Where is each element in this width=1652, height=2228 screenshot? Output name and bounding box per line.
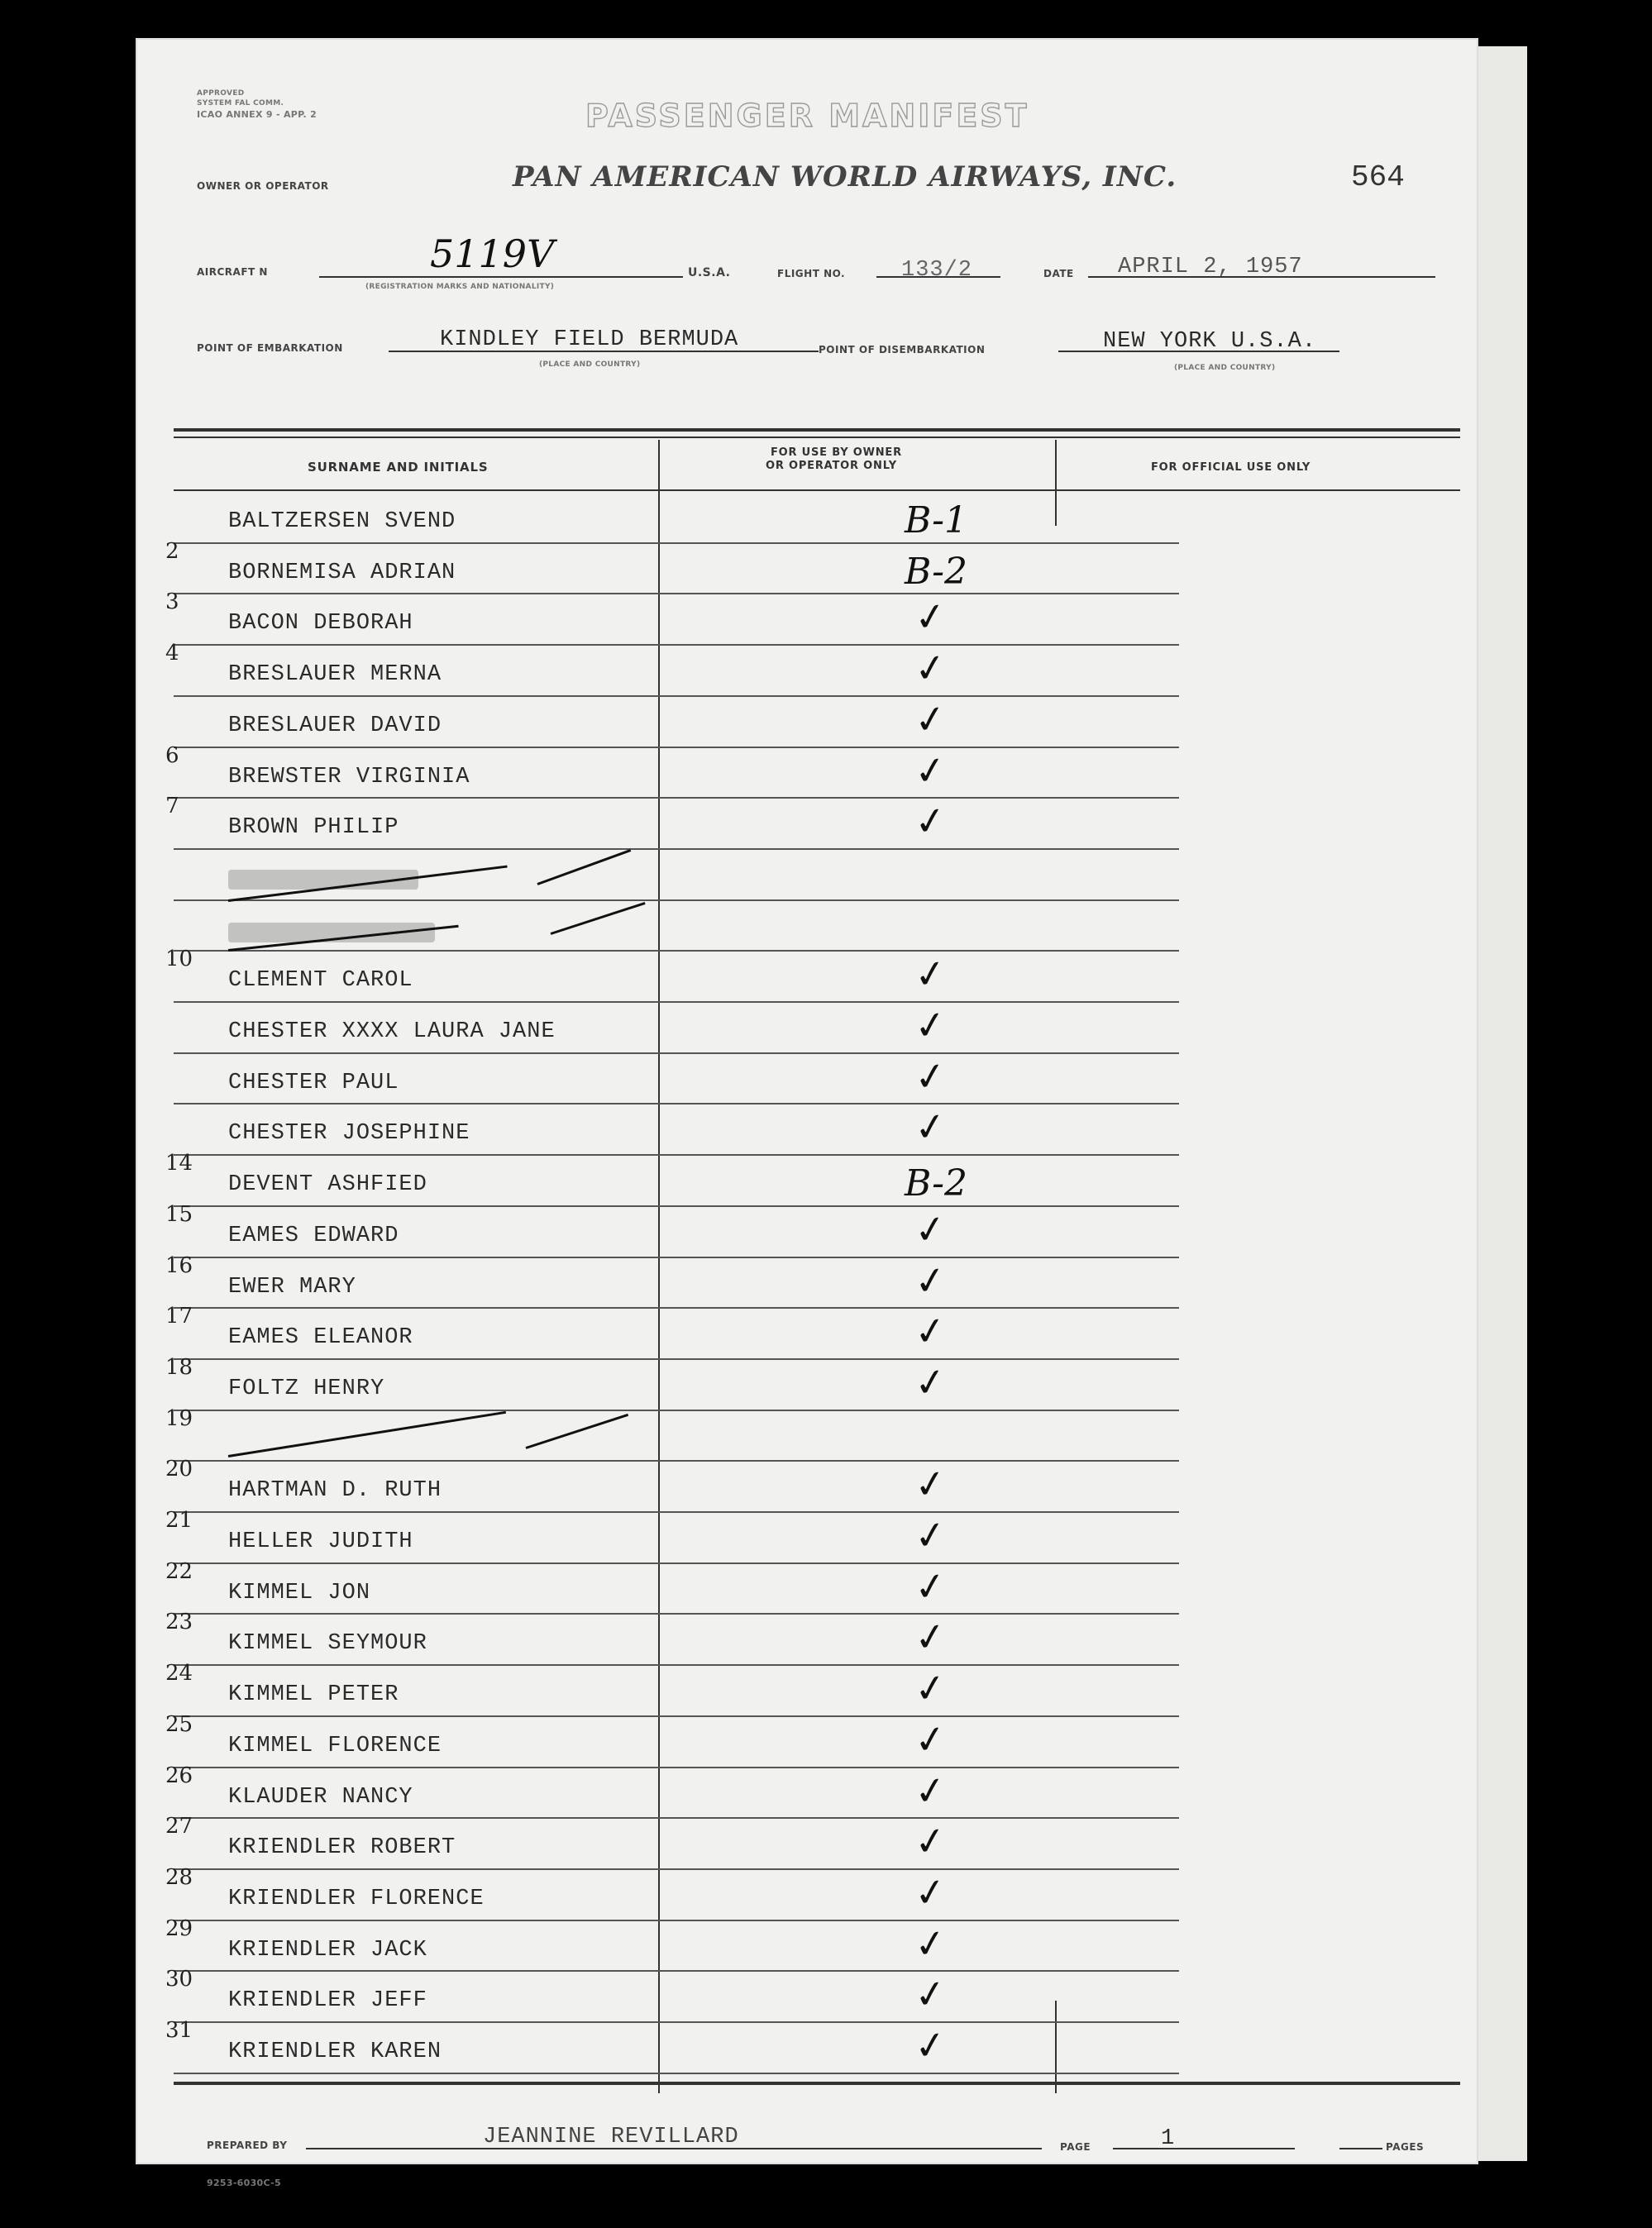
check-mark-icon: ✓ [911, 1459, 950, 1509]
passenger-name: BRESLAUER MERNA [228, 662, 442, 687]
table-top-rule-2 [174, 437, 1460, 438]
row-number: 4 [165, 641, 179, 666]
row-number: 27 [165, 1814, 193, 1839]
row-line [174, 1205, 1179, 1207]
page-value: 1 [1161, 2126, 1176, 2151]
passenger-name: BREWSTER VIRGINIA [228, 765, 470, 790]
column-divider-2-lower [1055, 2001, 1057, 2093]
row-line [174, 1358, 1179, 1360]
row-line [174, 1715, 1179, 1717]
row-line [174, 593, 1179, 594]
column-owner-use-2: OR OPERATOR ONLY [766, 460, 897, 472]
table-top-rule [174, 428, 1460, 432]
embark-label: POINT OF EMBARKATION [197, 342, 343, 354]
passenger-name: BACON DEBORAH [228, 611, 413, 636]
passenger-name: BORNEMISA ADRIAN [228, 561, 456, 585]
seat-mark: B-2 [905, 1162, 968, 1205]
check-mark-icon: ✓ [911, 1715, 950, 1764]
flight-value: 133/2 [901, 258, 973, 283]
operator-name: PAN AMERICAN WORLD AIRWAYS, INC. [513, 160, 1177, 193]
check-mark-icon: ✓ [911, 1562, 950, 1611]
row-number: 14 [165, 1151, 193, 1176]
row-line [174, 1767, 1179, 1768]
row-number: 28 [165, 1865, 193, 1890]
row-number: 10 [165, 947, 193, 971]
check-mark-icon: ✓ [911, 1510, 950, 1560]
check-mark-icon: ✓ [911, 1816, 950, 1866]
row-line [174, 1103, 1179, 1104]
seat-mark: B-2 [905, 551, 968, 593]
usa-label: U.S.A. [688, 266, 731, 279]
passenger-name: CHESTER JOSEPHINE [228, 1121, 470, 1146]
passenger-name: KIMMEL SEYMOUR [228, 1631, 427, 1656]
check-mark-icon: ✓ [911, 1306, 950, 1356]
row-number: 29 [165, 1916, 193, 1941]
row-number: 7 [165, 794, 179, 818]
check-mark-icon: ✓ [911, 1256, 950, 1305]
passenger-name: KIMMEL JON [228, 1581, 371, 1605]
row-line [174, 1410, 1179, 1411]
check-mark-icon: ✓ [911, 592, 950, 642]
system-stamp: SYSTEM FAL COMM. [197, 99, 284, 107]
check-mark-icon: ✓ [911, 1969, 950, 2019]
approved-stamp: APPROVED [197, 89, 245, 98]
page-label: PAGE [1060, 2141, 1091, 2153]
check-mark-icon: ✓ [911, 1663, 950, 1713]
row-line [174, 848, 1179, 850]
row-line [174, 644, 1179, 646]
check-mark-icon: ✓ [911, 1000, 950, 1050]
disembark-sublabel: (PLACE AND COUNTRY) [1174, 364, 1276, 372]
row-number: 21 [165, 1508, 193, 1533]
passenger-name: EAMES EDWARD [228, 1224, 399, 1248]
check-mark-icon: ✓ [911, 1102, 950, 1152]
row-number: 24 [165, 1661, 193, 1686]
row-number: 22 [165, 1559, 193, 1584]
column-surname: SURNAME AND INITIALS [308, 460, 489, 475]
row-line [174, 1052, 1179, 1054]
row-line [174, 1920, 1179, 1921]
row-line [174, 797, 1179, 799]
form-number: 9253-6030C-5 [207, 2178, 281, 2188]
passenger-name: HARTMAN D. RUTH [228, 1478, 442, 1503]
row-number: 20 [165, 1457, 193, 1481]
passenger-name: KRIENDLER ROBERT [228, 1835, 456, 1860]
row-line [174, 1001, 1179, 1003]
row-number: 25 [165, 1712, 193, 1737]
row-number: 15 [165, 1202, 193, 1227]
row-line [174, 747, 1179, 748]
row-number: 18 [165, 1355, 193, 1380]
row-line [174, 1613, 1179, 1615]
passenger-name: BROWN PHILIP [228, 815, 399, 840]
owner-label: OWNER OR OPERATOR [197, 180, 329, 192]
check-mark-icon: ✓ [911, 746, 950, 795]
row-line [174, 1257, 1179, 1258]
paper-edge [1470, 46, 1527, 2161]
row-number: 6 [165, 743, 179, 768]
passenger-name: CHESTER PAUL [228, 1071, 399, 1095]
passenger-name: KRIENDLER KAREN [228, 2040, 442, 2064]
seat-mark: B-1 [905, 499, 968, 541]
passenger-name: EWER MARY [228, 1275, 356, 1300]
passenger-name: DEVENT ASHFIED [228, 1172, 427, 1197]
date-value: APRIL 2, 1957 [1118, 255, 1303, 279]
disembark-value: NEW YORK U.S.A. [1103, 329, 1317, 354]
check-mark-icon: ✓ [911, 1052, 950, 1101]
column-divider-2 [1055, 440, 1057, 526]
prepared-label: PREPARED BY [207, 2140, 288, 2151]
page-line [1113, 2148, 1295, 2149]
row-number: 2 [165, 539, 179, 564]
row-number: 26 [165, 1763, 193, 1788]
check-mark-icon: ✓ [911, 1357, 950, 1407]
aircraft-sublabel: (REGISTRATION MARKS AND NATIONALITY) [365, 283, 555, 291]
passenger-name: KRIENDLER JACK [228, 1938, 427, 1963]
check-mark-icon: ✓ [911, 1766, 950, 1815]
row-line [174, 542, 1179, 544]
passenger-name: KIMMEL FLORENCE [228, 1734, 442, 1758]
annex-stamp: ICAO ANNEX 9 - APP. 2 [197, 109, 318, 120]
header-rule [174, 489, 1460, 491]
date-label: DATE [1043, 268, 1074, 279]
column-owner-use-1: FOR USE BY OWNER [771, 446, 902, 459]
row-line [174, 1154, 1179, 1156]
row-line [174, 1460, 1179, 1462]
page-title: PASSENGER MANIFEST [585, 98, 1029, 134]
check-mark-icon: ✓ [911, 1205, 950, 1254]
passenger-name: HELLER JUDITH [228, 1529, 413, 1554]
passenger-name: KRIENDLER FLORENCE [228, 1887, 485, 1911]
row-line [174, 1664, 1179, 1666]
embark-sublabel: (PLACE AND COUNTRY) [539, 360, 641, 369]
check-mark-icon: ✓ [911, 796, 950, 846]
row-line [174, 1817, 1179, 1819]
row-number: 17 [165, 1304, 193, 1329]
row-number: 19 [165, 1406, 193, 1431]
pages-line [1339, 2148, 1382, 2149]
row-number: 31 [165, 2018, 193, 2043]
passenger-name: BRESLAUER DAVID [228, 713, 442, 738]
prepared-value: JEANNINE REVILLARD [483, 2125, 739, 2149]
aircraft-line [319, 276, 683, 278]
check-mark-icon: ✓ [911, 1868, 950, 1917]
sheet-number: 564 [1351, 160, 1405, 194]
check-mark-icon: ✓ [911, 1612, 950, 1662]
check-mark-icon: ✓ [911, 1919, 950, 1968]
row-number: 16 [165, 1253, 193, 1278]
row-line [174, 899, 1179, 901]
passenger-name: KRIENDLER JEFF [228, 1988, 427, 2013]
embark-value: KINDLEY FIELD BERMUDA [440, 327, 739, 352]
table-bottom-rule [174, 2082, 1460, 2085]
disembark-label: POINT OF DISEMBARKATION [819, 344, 986, 355]
aircraft-label: AIRCRAFT N [197, 266, 268, 278]
row-line [174, 1562, 1179, 1564]
passenger-name: EAMES ELEANOR [228, 1325, 413, 1350]
passenger-name: CHESTER XXXX LAURA JANE [228, 1019, 556, 1044]
row-line [174, 1307, 1179, 1309]
row-line [174, 1970, 1179, 1972]
row-line [174, 950, 1179, 952]
row-line [174, 1511, 1179, 1513]
flight-label: FLIGHT NO. [777, 268, 846, 279]
column-divider-1 [658, 440, 660, 2093]
row-line [174, 1868, 1179, 1870]
passenger-name: CLEMENT CAROL [228, 968, 413, 993]
check-mark-icon: ✓ [911, 694, 950, 744]
row-line [174, 2021, 1179, 2023]
check-mark-icon: ✓ [911, 2020, 950, 2070]
passenger-name: KIMMEL PETER [228, 1682, 399, 1707]
row-line [174, 695, 1179, 697]
row-number: 23 [165, 1610, 193, 1634]
row-line [174, 2073, 1179, 2074]
row-number: 3 [165, 589, 179, 614]
passenger-name: KLAUDER NANCY [228, 1785, 413, 1810]
aircraft-value: 5119V [430, 231, 555, 276]
check-mark-icon: ✓ [911, 949, 950, 999]
pages-label: PAGES [1386, 2141, 1425, 2153]
check-mark-icon: ✓ [911, 643, 950, 693]
passenger-name: BALTZERSEN SVEND [228, 509, 456, 534]
passenger-name: FOLTZ HENRY [228, 1376, 385, 1401]
row-number: 30 [165, 1967, 193, 1992]
column-official: FOR OFFICIAL USE ONLY [1151, 461, 1311, 474]
